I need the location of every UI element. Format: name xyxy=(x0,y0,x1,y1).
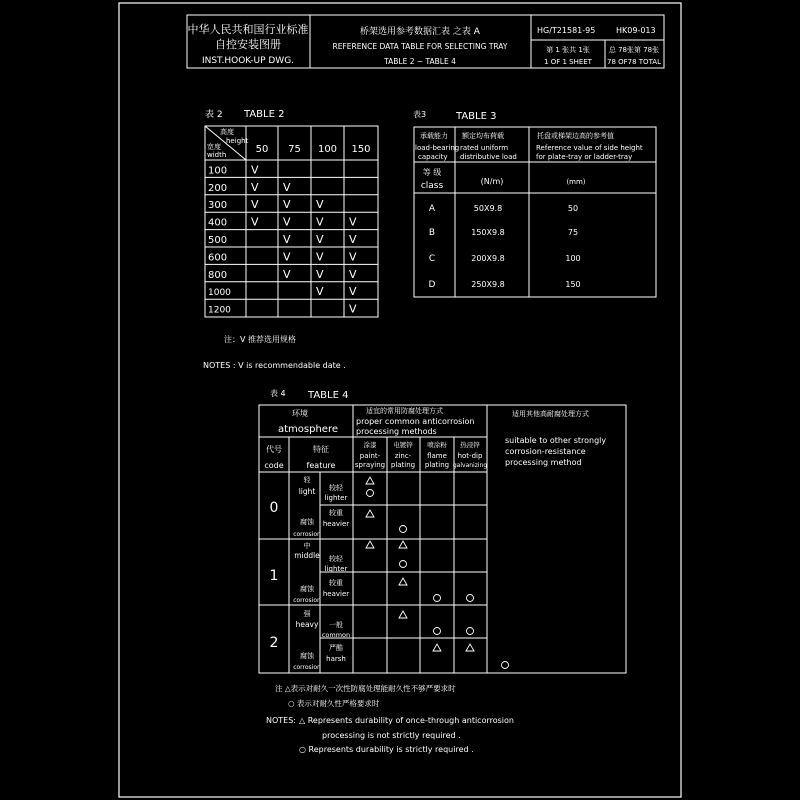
table3-height-cell: 100 xyxy=(565,254,581,263)
table3-h3-en2: for plate-tray or ladder-tray xyxy=(536,153,633,161)
table3-h3-en1: Reference value of side height xyxy=(536,144,643,152)
table-4 xyxy=(259,388,626,754)
table2-corner-width-cn: 宽度 xyxy=(207,143,221,151)
table3-load-cell: 50X9.8 xyxy=(473,204,503,213)
table4-feature-en: feature xyxy=(306,461,336,470)
table3-unit-load: (N/m) xyxy=(480,177,504,186)
table4-g2-harsh-en: harsh xyxy=(326,655,346,663)
table2-mark-cell: V xyxy=(251,163,259,177)
table4-g1-f1-en: middle xyxy=(294,551,320,560)
title-tables: TABLE 2 ~ TABLE 4 xyxy=(384,57,456,66)
triangle-icon xyxy=(366,541,374,548)
circle-icon xyxy=(367,490,374,497)
table3-load-cell: 150X9.8 xyxy=(471,228,505,237)
title-book: 自控安装图册 xyxy=(215,38,281,51)
table3-class-cell: A xyxy=(428,204,436,214)
circle-icon xyxy=(434,628,441,635)
table2-mark-cell: V xyxy=(316,198,324,212)
table2-width-cell: 100 xyxy=(208,165,228,177)
standard-number: HG/T21581-95 xyxy=(537,26,596,35)
table4-code-2: 2 xyxy=(269,635,279,651)
table4-note1-en1: △ Represents durability of once-through anticorrosion xyxy=(299,716,514,725)
title-main-en: REFERENCE DATA TABLE FOR SELECTING TRAY xyxy=(332,42,508,51)
table2-mark-cell: V xyxy=(349,250,357,264)
table2-mark-cell: V xyxy=(251,215,259,229)
title-block xyxy=(187,15,664,68)
table4-note1-cn: 注 △表示对耐久一次性防腐处理能耐久性不够严要求时 xyxy=(275,684,456,693)
table4-note2-en: ○ Represents durability is strictly required . xyxy=(299,745,474,754)
triangle-icon xyxy=(366,510,374,517)
table2-mark-cell: V xyxy=(283,198,291,212)
table4-g2-f1-cn: 强 xyxy=(303,610,311,618)
table4-m3-cn: 喷涂粉 xyxy=(427,441,447,449)
table4-feature-cn: 特征 xyxy=(313,445,329,454)
table2-mark-cell: V xyxy=(349,267,357,281)
table2-mark-cell: V xyxy=(349,302,357,316)
table4-g2-f1-en: heavy xyxy=(295,620,319,629)
table4-proper-en2: processing methods xyxy=(356,427,437,436)
triangle-icon xyxy=(399,578,407,585)
circle-icon xyxy=(400,561,407,568)
table4-m1-cn: 涂漆 xyxy=(363,441,377,449)
table2-mark-cell: V xyxy=(316,233,324,246)
table2-mark-cell: V xyxy=(251,198,259,212)
table2-width-cell: 200 xyxy=(208,182,228,194)
table3-h2-en1: rated uniform xyxy=(460,144,509,152)
circle-icon xyxy=(502,662,509,669)
table4-suit-cn: 适用其他高耐腐处理方式 xyxy=(512,410,589,418)
table4-m4-en2: galvanizing xyxy=(452,462,488,469)
table4-g0-f1-cn: 轻 xyxy=(303,476,311,484)
total-count-cn: 总 78张第 78张 xyxy=(608,46,660,54)
table2-width-cell: 400 xyxy=(208,217,228,229)
table4-m1-en1: paint- xyxy=(359,452,381,460)
table2-caption-en: TABLE 2 xyxy=(244,109,285,120)
table4-g0-heavier-en: heavier xyxy=(322,520,350,528)
table3-class-cell: D xyxy=(428,280,436,290)
table3-class-en: class xyxy=(420,181,444,191)
table2-mark-cell: V xyxy=(283,215,291,229)
table-3 xyxy=(413,109,656,297)
table2-height-header: 100 xyxy=(317,144,338,155)
table4-m1-en2: spraying xyxy=(354,461,386,469)
table4-m2-cn: 电镀锌 xyxy=(393,441,413,449)
table2-mark-cell: V xyxy=(283,267,291,281)
table3-h1-en2: capacity xyxy=(418,153,448,161)
table4-g0-f1-en: light xyxy=(298,487,316,496)
table2-mark-cell: V xyxy=(251,180,259,194)
table4-g2-f2-cn: 腐蚀 xyxy=(300,652,314,660)
table2-mark-cell: V xyxy=(316,285,324,299)
table2-corner-height-cn: 高度 xyxy=(220,128,234,136)
table2-note-en: NOTES : V is recommendable date . xyxy=(203,361,346,370)
triangle-icon xyxy=(366,477,374,484)
table4-g0-lighter-cn: 较轻 xyxy=(329,484,343,492)
triangle-icon xyxy=(433,644,441,651)
table4-g2-common-cn: 一般 xyxy=(329,621,343,629)
table2-mark-cell: V xyxy=(316,250,324,264)
table2-corner-height-en: height xyxy=(226,137,249,145)
table4-notes-label: NOTES: xyxy=(266,716,296,725)
title-book-en: INST.HOOK-UP DWG. xyxy=(201,56,295,66)
table3-caption-en: TABLE 3 xyxy=(456,111,497,122)
circle-icon xyxy=(434,595,441,602)
table3-height-cell: 75 xyxy=(567,228,579,237)
table4-g0-lighter-en: lighter xyxy=(324,494,348,502)
table4-suit-en3: processing method xyxy=(505,458,582,467)
table4-suit-en1: suitable to other strongly xyxy=(505,436,607,445)
table4-m4-en1: hot-dip xyxy=(457,452,483,460)
table4-code-en: code xyxy=(264,461,284,470)
table3-h1-cn: 承载能力 xyxy=(420,132,448,140)
circle-icon xyxy=(467,595,474,602)
table4-caption-cn: 表 4 xyxy=(270,389,286,398)
table2-height-header: 50 xyxy=(255,144,269,155)
table2-width-cell: 800 xyxy=(208,269,228,281)
table3-h2-cn: 额定均布荷载 xyxy=(462,132,504,140)
circle-icon xyxy=(400,526,407,533)
table4-env-en: atmosphere xyxy=(278,424,338,435)
table4-m3-en2: plating xyxy=(424,461,450,469)
table4-m2-en1: zinc- xyxy=(394,452,412,460)
triangle-icon xyxy=(466,644,474,651)
table4-g0-heavier-cn: 较重 xyxy=(329,509,343,517)
table4-caption-en: TABLE 4 xyxy=(308,390,349,401)
table3-height-cell: 150 xyxy=(565,280,581,289)
table2-mark-cell: V xyxy=(316,215,324,229)
table2-mark-cell: V xyxy=(349,285,357,299)
table2-height-header: 150 xyxy=(351,144,371,155)
table4-proper-cn: 适宜的常用防腐处理方式 xyxy=(366,407,443,415)
table4-g1-lighter-en: lighter xyxy=(324,565,348,573)
table2-width-cell: 1200 xyxy=(208,305,231,316)
title-main-cn: 桥架选用参考数据汇表 之表 A xyxy=(360,27,480,37)
table3-load-cell: 250X9.8 xyxy=(471,280,505,289)
table4-code-0: 0 xyxy=(269,500,279,516)
table4-g2-f2-en: corrosion xyxy=(293,664,321,671)
table4-m3-en1: flame xyxy=(427,452,447,460)
sheet-count-cn: 第 1 张共 1张 xyxy=(546,46,590,54)
sheet-count-en: 1 OF 1 SHEET xyxy=(544,58,592,66)
table4-g2-common-en: common xyxy=(321,631,351,639)
circle-icon xyxy=(467,628,474,635)
table4-suit-en2: corrosion-resistance xyxy=(505,447,586,456)
table3-h3-cn: 托盘或梯架边高的参考值 xyxy=(537,132,614,140)
table2-mark-cell: V xyxy=(316,267,324,281)
table2-width-cell: 300 xyxy=(208,200,228,212)
table4-g1-f1-cn: 中 xyxy=(303,542,311,550)
table2-mark-cell: V xyxy=(349,215,357,229)
table4-code-1: 1 xyxy=(269,568,279,584)
table3-class-cell: C xyxy=(428,254,436,264)
table4-m2-en2: plating xyxy=(390,461,416,469)
table4-note1-en2: processing is not strictly required . xyxy=(322,731,461,740)
table-2 xyxy=(203,108,378,370)
table4-g1-heavier-cn: 较重 xyxy=(329,579,343,587)
table4-env-cn: 环境 xyxy=(292,409,308,418)
table2-height-header: 75 xyxy=(288,144,301,155)
table3-load-cell: 200X9.8 xyxy=(471,254,505,263)
table2-caption-cn: 表 2 xyxy=(205,110,223,120)
table4-g1-lighter-cn: 较轻 xyxy=(329,555,343,563)
drawing-number: HK09-013 xyxy=(616,26,656,35)
table2-mark-cell: V xyxy=(283,180,291,194)
table3-unit-height: (mm) xyxy=(566,178,586,186)
table4-code-cn: 代号 xyxy=(266,445,282,454)
table2-note-cn: 注：V 推荐选用规格 xyxy=(224,335,297,344)
table2-corner-width-en: width xyxy=(207,151,227,159)
table3-caption-cn: 表3 xyxy=(413,110,427,119)
table2-mark-cell: V xyxy=(283,233,291,246)
table2-width-cell: 1000 xyxy=(208,288,231,299)
table4-g1-f2-cn: 腐蚀 xyxy=(300,585,314,593)
table2-mark-cell: V xyxy=(349,233,357,246)
title-org: 中华人民共和国行业标准 xyxy=(187,23,309,36)
table3-class-cn: 等 级 xyxy=(422,168,442,177)
table4-g1-f2-en: corrosion xyxy=(293,597,321,604)
table3-height-cell: 50 xyxy=(567,204,579,213)
table2-width-cell: 500 xyxy=(208,235,228,246)
table4-m4-cn: 热浸锌 xyxy=(460,441,480,449)
table4-g1-heavier-en: heavier xyxy=(322,590,350,598)
table4-proper-en1: proper common anticorrosion xyxy=(356,417,475,426)
triangle-icon xyxy=(399,541,407,548)
table4-g0-f2-cn: 腐蚀 xyxy=(300,518,314,526)
table3-h2-en2: distributive load xyxy=(460,153,517,161)
table4-g0-f2-en: corrosion xyxy=(293,531,321,538)
total-count-en: 78 OF78 TOTAL xyxy=(606,58,662,66)
table4-g2-harsh-cn: 严酷 xyxy=(329,644,343,652)
triangle-icon xyxy=(399,611,407,618)
table3-class-cell: B xyxy=(428,228,436,238)
table2-mark-cell: V xyxy=(283,250,291,264)
table2-width-cell: 600 xyxy=(208,252,228,264)
sheet-border xyxy=(119,3,681,797)
table3-h1-en1: load-bearing xyxy=(415,144,460,152)
table4-note2-cn: ○ 表示对耐久性严格要求时 xyxy=(288,699,380,708)
